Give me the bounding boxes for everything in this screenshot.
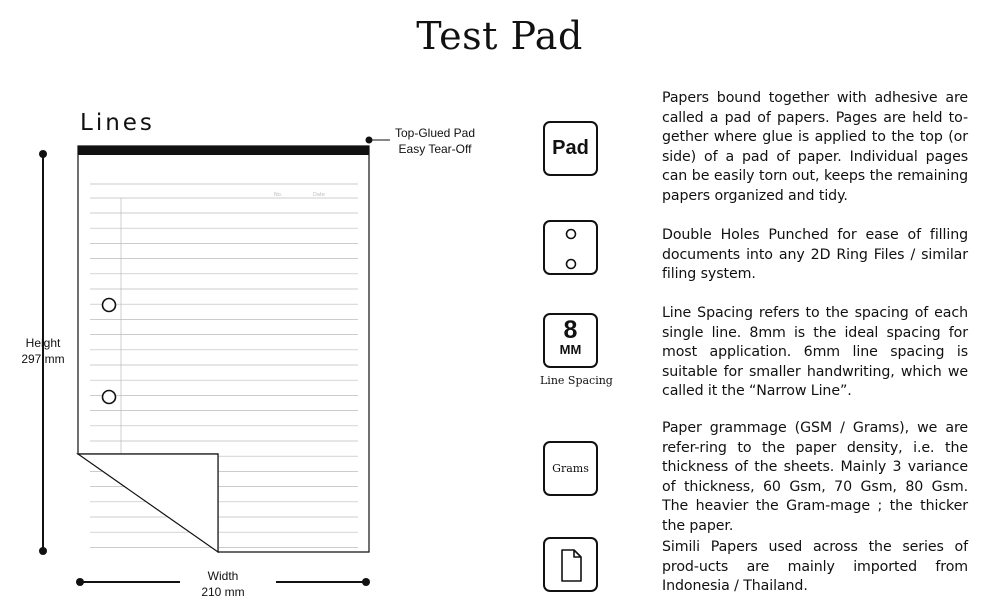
pad-icon-text: Pad bbox=[552, 137, 589, 159]
document-icon bbox=[543, 537, 598, 592]
glue-strip bbox=[78, 146, 369, 155]
width-dimension-left-dot bbox=[76, 578, 84, 586]
width-label-text: Width bbox=[207, 569, 239, 583]
height-label bbox=[6, 335, 80, 367]
grams-icon bbox=[543, 441, 598, 496]
top-glued-label bbox=[380, 125, 490, 157]
page-title: Test Pad bbox=[416, 14, 583, 58]
double-hole-glyph bbox=[545, 222, 595, 272]
paper-sheet bbox=[78, 146, 369, 552]
document-glyph bbox=[545, 539, 595, 589]
glue-pointer-dot bbox=[366, 137, 373, 144]
header-no-text: No. bbox=[274, 192, 283, 198]
height-value-text: 297 mm bbox=[21, 352, 65, 366]
line-spacing-unit: MM bbox=[559, 342, 582, 357]
grams-icon-text: Grams bbox=[552, 462, 589, 475]
grams-description: Paper grammage (GSM / Grams), we are refer-ring to the paper density, i.e. the thickness of the sheets. Mainly 3 variance of thickness, 60 Gsm, 70 Gsm, 80 Gsm. The heavier the Gram-mage ; the thicker the paper. bbox=[662, 420, 968, 534]
line-spacing-number: 8 bbox=[563, 316, 578, 344]
height-label-text: Height bbox=[25, 336, 61, 350]
ruling-label: Lines bbox=[80, 110, 155, 136]
double-hole-description: Double Holes Punched for ease of filling documents into any 2D Ring Files / similar filing system. bbox=[662, 227, 968, 282]
punch-hole bbox=[103, 299, 116, 312]
punch-hole bbox=[103, 391, 116, 404]
pad-icon bbox=[543, 121, 598, 176]
top-glued-line1: Top-Glued Pad bbox=[394, 126, 476, 140]
line-spacing-description: Line Spacing refers to the spacing of each single line. 8mm is the ideal spacing for most application. 6mm line spacing is suitable for smaller handwriting, which we called it the “Narrow Line”. bbox=[662, 305, 968, 399]
pad-description: Papers bound together with adhesive are called a pad of papers. Pages are held to-gether where glue is applied to the top (or side) of a pad of paper. Individual pages can be easily torn out, keeps the remaining papers organized and tidy. bbox=[662, 90, 968, 204]
page-curl bbox=[78, 454, 218, 552]
width-value-text: 210 mm bbox=[201, 585, 245, 599]
height-dimension-bottom-dot bbox=[39, 547, 47, 555]
double-hole-icon bbox=[543, 220, 598, 275]
width-label bbox=[186, 568, 260, 600]
width-dimension-right-dot bbox=[362, 578, 370, 586]
document-description: Simili Papers used across the series of prod-ucts are mainly imported from Indonesia / Thailand. bbox=[662, 539, 968, 594]
line-spacing-icon bbox=[543, 313, 598, 368]
header-date-text: Date bbox=[313, 192, 325, 198]
line-spacing-caption: Line Spacing bbox=[540, 374, 613, 387]
top-glued-line2: Easy Tear-Off bbox=[398, 142, 472, 156]
height-dimension-top-dot bbox=[39, 150, 47, 158]
